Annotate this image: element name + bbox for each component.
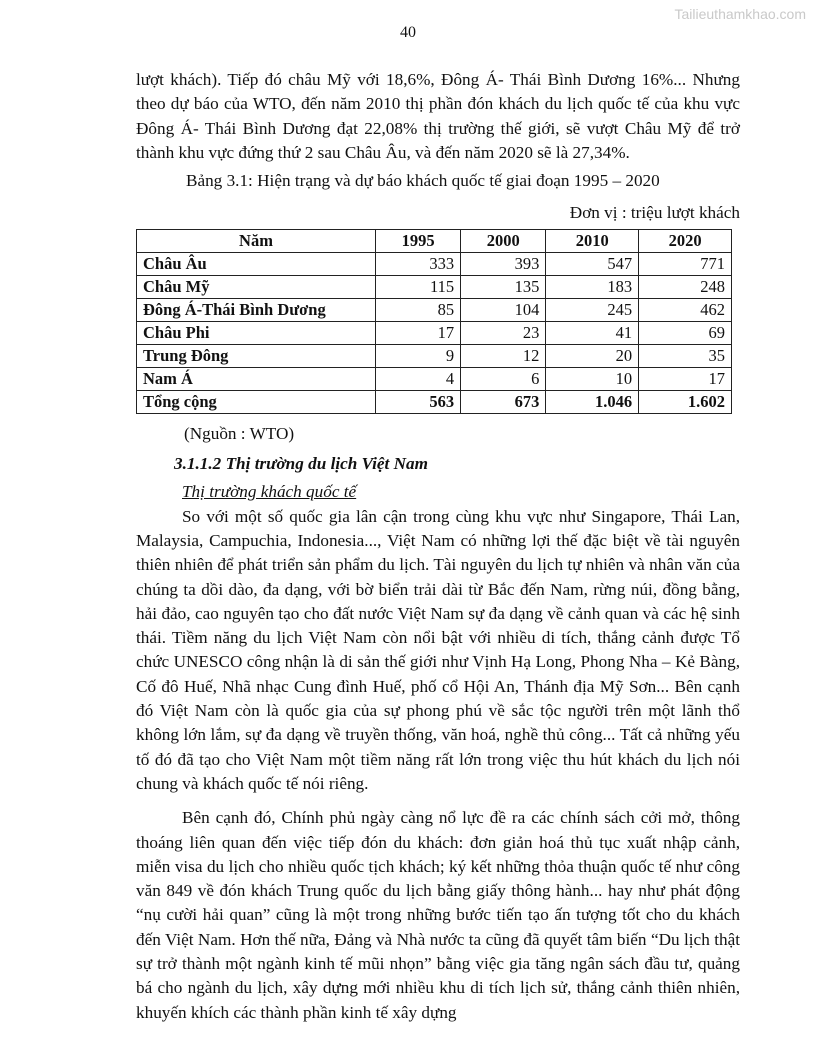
table-cell: 135 <box>461 275 546 298</box>
table-cell: 10 <box>546 367 639 390</box>
table-cell: 85 <box>376 298 461 321</box>
header-2020: 2020 <box>639 229 732 252</box>
table-cell: 17 <box>639 367 732 390</box>
subsection-title: Thị trường khách quốc tế <box>182 482 357 502</box>
table-caption: Bảng 3.1: Hiện trạng và dự báo khách quốc tế giai đoạn 1995 – 2020 <box>186 171 660 191</box>
table-row <box>137 367 732 390</box>
row-label: Châu Âu <box>137 252 376 275</box>
tourism-table <box>136 229 732 414</box>
table-cell: 35 <box>639 344 732 367</box>
table-cell: 69 <box>639 321 732 344</box>
table-cell: 1.046 <box>546 390 639 413</box>
table-cell: 183 <box>546 275 639 298</box>
row-label: Châu Mỹ <box>137 275 376 298</box>
table-row <box>137 252 732 275</box>
table-cell: 462 <box>639 298 732 321</box>
table-unit: Đơn vị : triệu lượt khách <box>569 203 740 223</box>
table-cell: 771 <box>639 252 732 275</box>
table-cell: 17 <box>376 321 461 344</box>
header-2010: 2010 <box>546 229 639 252</box>
table-cell: 4 <box>376 367 461 390</box>
table-cell: 563 <box>376 390 461 413</box>
page-number: 40 <box>400 24 416 41</box>
header-1995: 1995 <box>376 229 461 252</box>
table-cell: 23 <box>461 321 546 344</box>
table-cell: 41 <box>546 321 639 344</box>
header-2000: 2000 <box>461 229 546 252</box>
table-header-row <box>137 229 732 252</box>
table-source: (Nguồn : WTO) <box>184 423 295 443</box>
table-cell: 393 <box>461 252 546 275</box>
table-cell: 9 <box>376 344 461 367</box>
table-cell: 104 <box>461 298 546 321</box>
table-cell: 673 <box>461 390 546 413</box>
header-year: Năm <box>137 229 376 252</box>
table-cell: 6 <box>461 367 546 390</box>
watermark: Tailieuthamkhao.com <box>674 6 806 22</box>
row-label: Đông Á-Thái Bình Dương <box>137 298 376 321</box>
table-row <box>137 275 732 298</box>
table-row <box>137 321 732 344</box>
body-paragraph-2: Bên cạnh đó, Chính phủ ngày càng nổ lực đề ra các chính sách cởi mở, thông thoáng liên quan đến việc tiếp đón du khách: đơn giản hoá thủ tục xuất nhập cảnh, miễn visa du lịch cho nhiều quốc tịch khách; ký kết những thỏa thuận quốc tế như công văn 849 về đón khách Trung quốc du lịch bằng giấy thông hành... hay như phát động “nụ cười hải quan” cũng là một trong những bước tiến tạo ấn tượng tốt cho du khách đến Việt Nam. Hơn thế nữa, Đảng và Nhà nước ta cũng đã quyết tâm biến “Du lịch thật sự trở thành một ngành kinh tế mũi nhọn” bằng việc gia tăng ngân sách đầu tư, quảng bá cho ngành du lịch, xây dựng mới nhiều khu di tích lịch sử, thắng cảnh thiên nhiên, khuyến khích các thành phần kinh tế xây dựng <box>136 808 740 1022</box>
table-cell: 248 <box>639 275 732 298</box>
body-paragraph-1: So với một số quốc gia lân cận trong cùng khu vực như Singapore, Thái Lan, Malaysia, Campuchia, Indonesia..., Việt Nam có những lợi thế đặc biệt về tài nguyên thiên nhiên để phát triển sản phẩm du lịch. Tài nguyên du lịch tự nhiên và nhân văn của chúng ta dồi dào, đa dạng, với bờ biển trải dài từ Bắc đến Nam, rừng núi, đồng bằng, hải đảo, cao nguyên tạo cho đất nước Việt Nam sự đa dạng về cảnh quan và các hệ sinh thái. Tiềm năng du lịch Việt Nam còn nổi bật với nhiều di tích, thắng cảnh được Tổ chức UNESCO công nhận là di sản thế giới như Vịnh Hạ Long, Phong Nha – Kẻ Bàng, Cố đô Huế, Nhã nhạc Cung đình Huế, phố cổ Hội An, Thánh địa Mỹ Sơn... Bên cạnh đó Việt Nam còn là quốc gia của sự phong phú về sắc tộc người trên một lãnh thổ không lớn lắm, sự đa dạng về truyền thống, văn hoá, nghề thủ công... Tất cả những yếu tố đó đã tạo cho Việt Nam một tiềm năng rất lớn trong việc thu hút khách du lịch nói chung và khách quốc tế nói riêng. <box>136 506 740 793</box>
table-cell: 20 <box>546 344 639 367</box>
table-cell: 333 <box>376 252 461 275</box>
table-cell: 1.602 <box>639 390 732 413</box>
table-cell: 245 <box>546 298 639 321</box>
intro-paragraph: lượt khách). Tiếp đó châu Mỹ với 18,6%, Đông Á- Thái Bình Dương 16%... Nhưng theo dự báo của WTO, đến năm 2010 thị phần đón khách du lịch quốc tế của khu vực Đông Á- Thái Bình Dương đạt 22,08% thị trường thế giới, sẽ vượt Châu Mỹ để trở thành khu vực đứng thứ 2 sau Châu Âu, và đến năm 2020 sẽ là 27,34%. <box>136 70 740 162</box>
table-cell: 12 <box>461 344 546 367</box>
section-title: 3.1.1.2 Thị trường du lịch Việt Nam <box>174 454 428 474</box>
row-label: Trung Đông <box>137 344 376 367</box>
table-row <box>137 298 732 321</box>
row-label: Châu Phi <box>137 321 376 344</box>
row-label: Nam Á <box>137 367 376 390</box>
page-content <box>136 68 740 1025</box>
row-label: Tổng cộng <box>137 390 376 413</box>
table-total-row <box>137 390 732 413</box>
table-cell: 547 <box>546 252 639 275</box>
table-row <box>137 344 732 367</box>
table-cell: 115 <box>376 275 461 298</box>
